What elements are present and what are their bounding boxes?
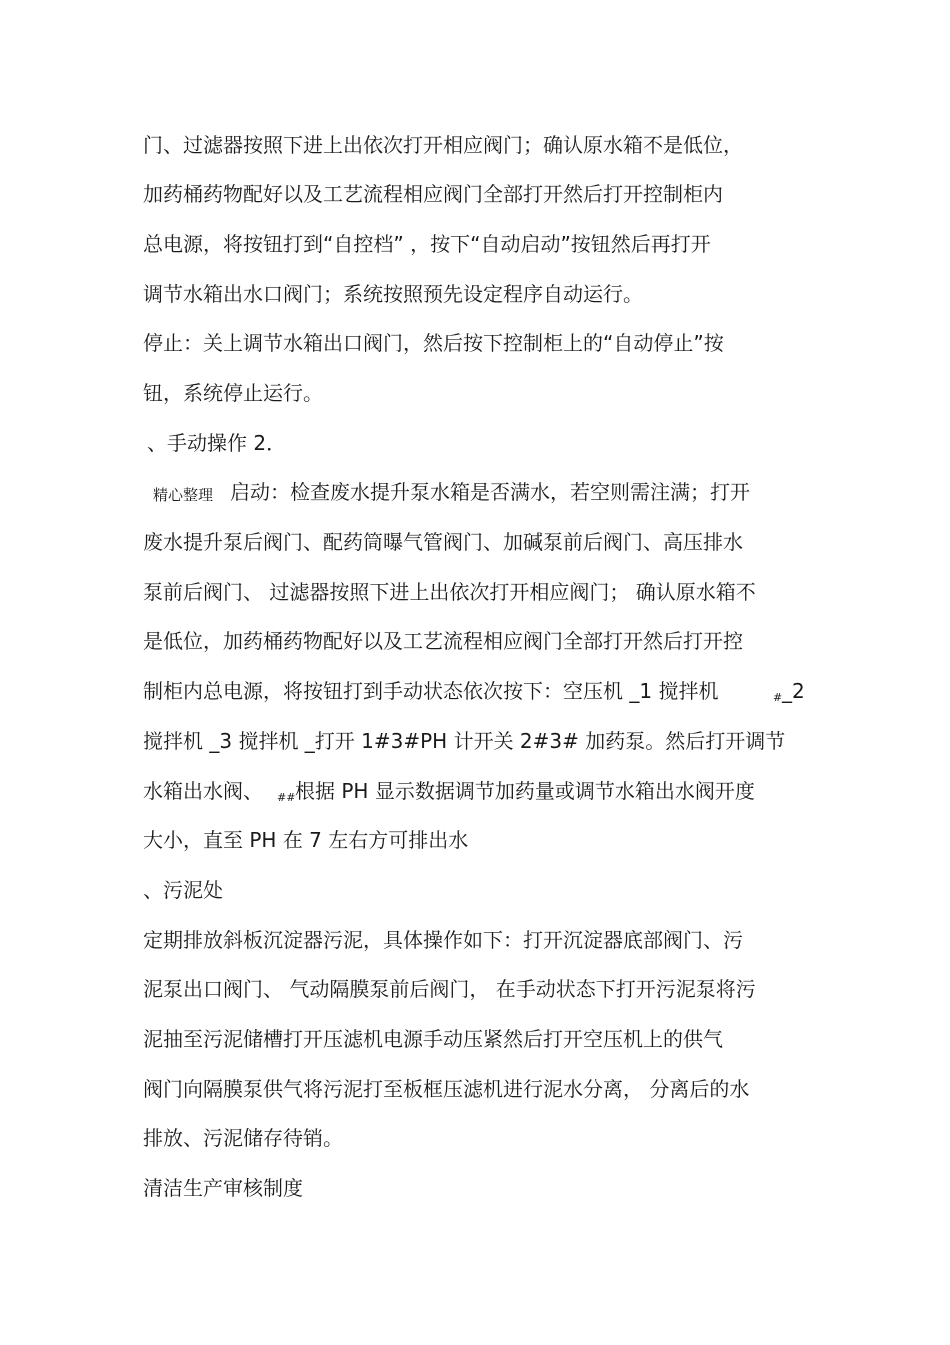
text-line-9: 泵前后阀门、 过滤器按照下进上出依次打开相应阀门； 确认原水箱不 <box>143 580 756 604</box>
text-line-7: 启动：检查废水提升泵水箱是否满水，若空则需注满；打开 <box>230 480 750 504</box>
text-line-6: 钮，系统停止运行。 <box>143 381 323 405</box>
hash-mark: # <box>773 691 783 704</box>
text-line-3: 总电源，将按钮打到“自控档” ，按下“自动启动”按钮然后再打开 <box>143 232 711 256</box>
text-line-8: 废水提升泵后阀门、配药筒曝气管阀门、加碱泵前后阀门、高压排水 <box>143 530 743 554</box>
text-line-11: 制柜内总电源，将按钮打到手动状态依次按下：空压机 _1 搅拌机 <box>143 679 719 703</box>
watermark-text: 精心整理 <box>153 486 214 504</box>
section-heading-sludge: 、污泥处 <box>143 878 223 902</box>
text-line-12: 搅拌机 _3 搅拌机 _打开 1#3#PH 计开关 2#3# 加药泵。然后打开调节 <box>143 729 786 753</box>
text-line-2: 加药桶药物配好以及工艺流程相应阀门全部打开然后打开控制柜内 <box>143 182 723 206</box>
section-heading-audit: 清洁生产审核制度 <box>143 1176 303 1200</box>
section-heading-manual: 、手动操作 2． <box>147 431 287 455</box>
double-hash-mark: ## <box>277 791 296 804</box>
text-line-13-tail: 根据 PH 显示数据调节加药量或调节水箱出水阀开度 <box>295 779 755 803</box>
text-line-17: 泥抽至污泥储槽打开压滤机电源手动压紧然后打开空压机上的供气 <box>143 1027 723 1051</box>
text-line-18: 阀门向隔膜泵供气将污泥打至板框压滤机进行泥水分离， 分离后的水 <box>143 1077 750 1101</box>
text-line-14: 大小，直至 PH 在 7 左右方可排出水 <box>143 828 469 852</box>
text-line-15: 定期排放斜板沉淀器污泥，具体操作如下：打开沉淀器底部阀门、污 <box>143 928 743 952</box>
text-line-19: 排放、污泥储存待销。 <box>143 1126 343 1150</box>
text-line-4: 调节水箱出水口阀门；系统按照预先设定程序自动运行。 <box>143 282 643 306</box>
text-line-11-tail: _2 <box>782 679 805 703</box>
text-line-5: 停止：关上调节水箱出口阀门，然后按下控制柜上的“自动停止”按 <box>143 331 724 355</box>
text-line-10: 是低位，加药桶药物配好以及工艺流程相应阀门全部打开然后打开控 <box>143 629 743 653</box>
text-line-1: 门、过滤器按照下进上出依次打开相应阀门；确认原水箱不是低位， <box>143 133 743 157</box>
text-line-16: 泥泵出口阀门、 气动隔膜泵前后阀门， 在手动状态下打开污泥泵将污 <box>143 977 756 1001</box>
text-line-13: 水箱出水阀、 <box>143 779 263 803</box>
